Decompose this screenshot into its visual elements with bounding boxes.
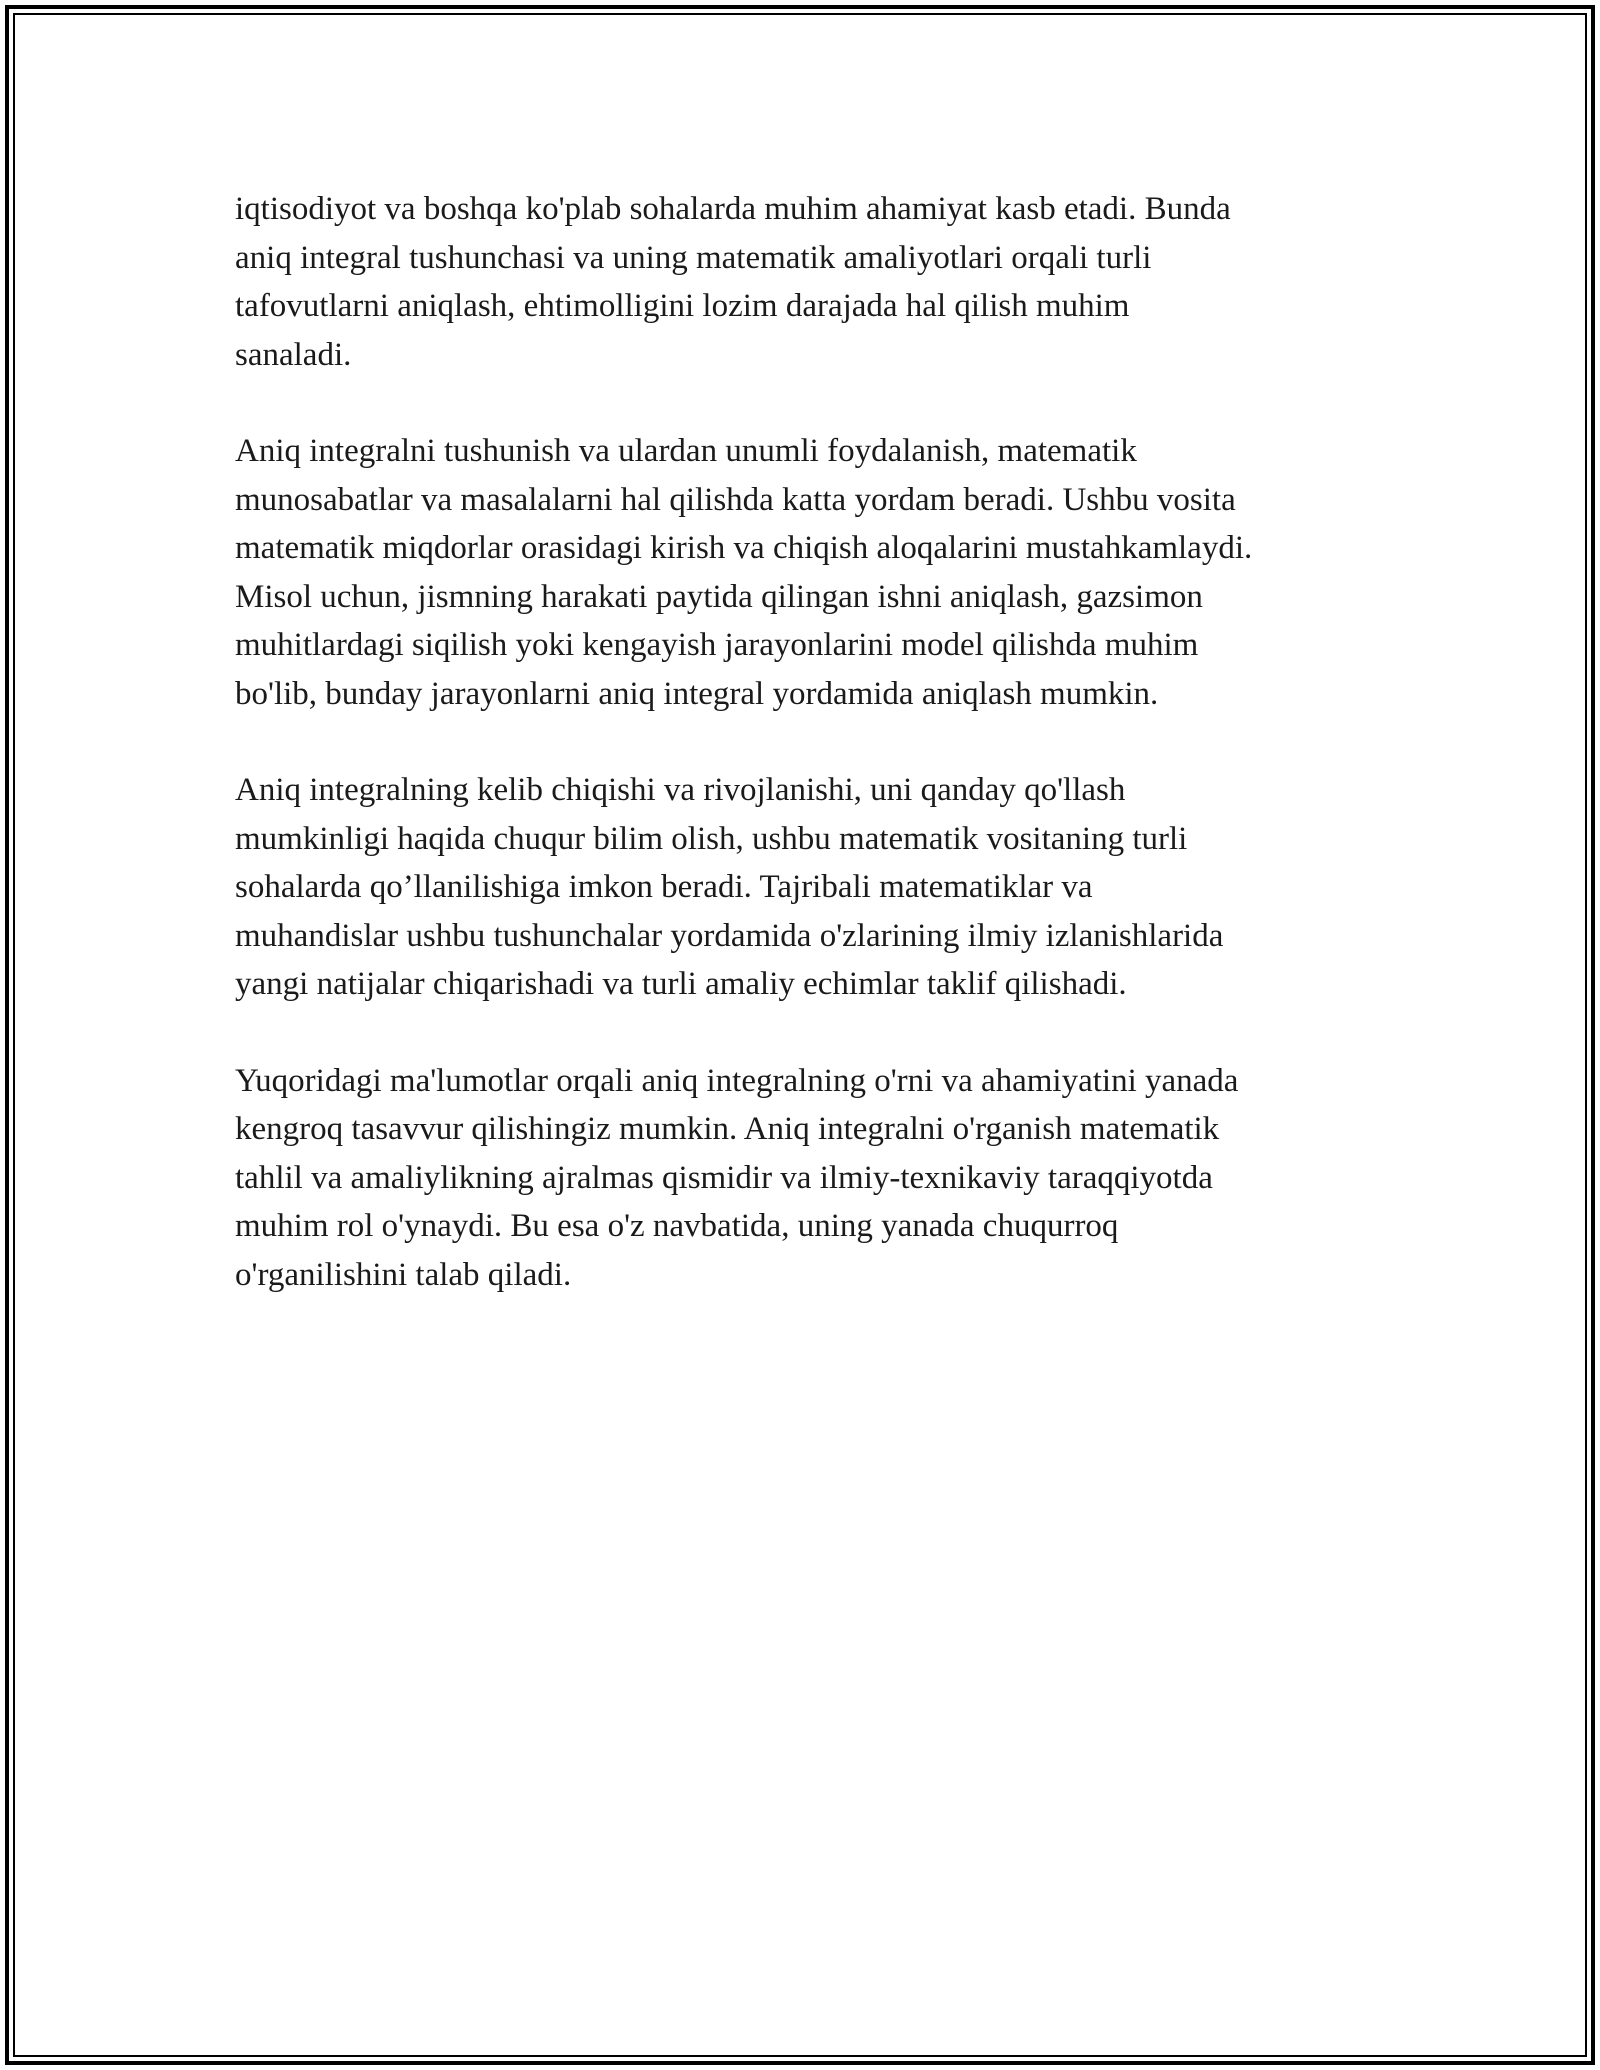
paragraph-line: bo'lib, bunday jarayonlarni aniq integral yordamida aniqlash mumkin. (235, 675, 1159, 712)
document-body (235, 185, 1385, 1347)
paragraph-line: muhim rol o'ynaydi. Bu esa o'z navbatida, uning yanada chuqurroq (235, 1208, 1119, 1244)
paragraph-line: tafovutlarni aniqlash, ehtimolligini lozim darajada hal qilish muhim (235, 288, 1130, 324)
paragraph-line: muhitlardagi siqilish yoki kengayish jarayonlarini model qilishda muhim (235, 627, 1199, 663)
paragraph-line: matematik miqdorlar orasidagi kirish va chiqish aloqalarini mustahkamlaydi. (235, 530, 1253, 566)
paragraph-1 (235, 185, 1385, 379)
paragraph-line: muhandislar ushbu tushunchalar yordamida o'zlarining ilmiy izlanishlarida (235, 917, 1224, 954)
paragraph-line: o'rganilishini talab qiladi. (235, 1256, 572, 1293)
paragraph-2 (235, 427, 1385, 718)
paragraph-line: tahlil va amaliylikning ajralmas qismidir va ilmiy-texnikaviy taraqqiyotda (235, 1159, 1213, 1196)
paragraph-line: sanaladi. (235, 336, 352, 373)
paragraph-line: Yuqoridagi ma'lumotlar orqali aniq integralning o'rni va ahamiyatini yanada (235, 1062, 1239, 1099)
paragraph-line: iqtisodiyot va boshqa ko'plab sohalarda muhim ahamiyat kasb etadi. Bunda (235, 191, 1231, 227)
paragraph-line: Aniq integralni tushunish va ulardan unumli foydalanish, matematik (235, 433, 1137, 469)
paragraph-4 (235, 1057, 1385, 1300)
paragraph-line: sohalarda qo’llanilishiga imkon beradi. Tajribali matematiklar va (235, 869, 1093, 905)
paragraph-line: aniq integral tushunchasi va uning matematik amaliyotlari orqali turli (235, 239, 1152, 276)
paragraph-line: kengroq tasavvur qilishingiz mumkin. Aniq integralni o'rganish matematik (235, 1111, 1220, 1147)
paragraph-3 (235, 766, 1385, 1009)
paragraph-line: yangi natijalar chiqarishadi va turli amaliy echimlar taklif qilishadi. (235, 966, 1127, 1002)
paragraph-line: mumkinligi haqida chuqur bilim olish, ushbu matematik vositaning turli (235, 820, 1188, 857)
paragraph-line: Misol uchun, jismning harakati paytida qilingan ishni aniqlash, gazsimon (235, 578, 1203, 615)
paragraph-line: munosabatlar va masalalarni hal qilishda katta yordam beradi. Ushbu vosita (235, 481, 1236, 518)
paragraph-line: Aniq integralning kelib chiqishi va rivojlanishi, uni qanday qo'llash (235, 772, 1126, 808)
